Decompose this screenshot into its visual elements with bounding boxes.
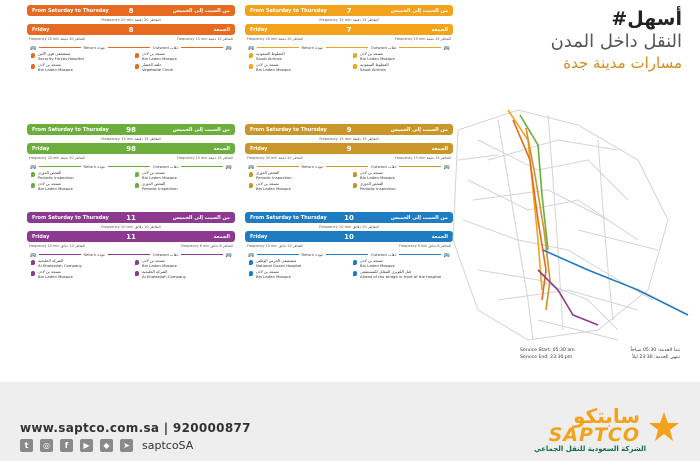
stop-name-ar: مسجد بن لادن xyxy=(38,181,61,187)
logo-arabic-text: سابتكو xyxy=(572,404,640,428)
bus-icon: 🚌 xyxy=(30,163,37,170)
weekday-frequency: Frequency 15 min التقاطر 15 دقيقة xyxy=(319,18,379,22)
stop-name-ar: مسجد بن لادن xyxy=(256,62,279,68)
stop-name-en: Vegetable Circle xyxy=(142,66,173,72)
weekday-header xyxy=(245,5,453,16)
weekday-label-en: From Saturday to Thursday xyxy=(32,126,109,133)
weekday-frequency: Frequency 15 min التقاطر 15 دقيقة xyxy=(101,137,161,141)
stop-name-en: Periodic Inspection xyxy=(256,174,292,180)
location-pin-icon xyxy=(135,53,139,58)
location-pin-icon xyxy=(353,260,357,265)
footer xyxy=(0,382,700,461)
stop-name xyxy=(142,182,178,191)
friday-label-en: Friday xyxy=(250,233,268,240)
stop-name-en: Bin Laden Mosque xyxy=(38,66,73,72)
outward-label: Outward ذهاب xyxy=(152,252,179,257)
outward-label: Outward ذهاب xyxy=(370,45,397,50)
route-number: 7 xyxy=(346,6,352,15)
headline-subtitle: النقل داخل المدن xyxy=(550,31,682,52)
return-label: Return عودة xyxy=(301,252,324,257)
location-pin-icon xyxy=(31,271,35,276)
stop-name xyxy=(142,259,177,268)
arrow-line xyxy=(108,166,149,167)
friday-frequency-left: Frequency 20 min التقاطر 20 دقيقة xyxy=(29,37,85,41)
location-pin-icon xyxy=(135,271,139,276)
stop-name-en: Bin Laden Mosque xyxy=(360,174,395,180)
friday-header xyxy=(27,143,235,154)
outward-stops xyxy=(135,171,231,193)
friday-label-en: Friday xyxy=(32,145,50,152)
stop-name-ar: مسجد بن لادن xyxy=(256,269,279,275)
stop-name-ar: الخطوط السعودية xyxy=(360,62,389,68)
arrow-line xyxy=(181,166,222,167)
stop-item xyxy=(353,182,449,191)
stop-item xyxy=(249,52,345,61)
stop-item xyxy=(31,52,127,61)
friday-label-ar: الجمعة xyxy=(431,145,448,152)
bus-icon: 🚌 xyxy=(248,44,255,51)
location-pin-icon xyxy=(249,183,253,188)
friday-frequency-left: Frequency 20 min التقاطر 20 دقيقة xyxy=(247,37,303,41)
friday-frequency-row xyxy=(245,242,453,250)
return-label: Return عودة xyxy=(83,252,106,257)
stop-name-en: Bin Laden Mosque xyxy=(38,185,73,191)
route-number: 98 xyxy=(126,125,136,134)
route-number: 98 xyxy=(126,144,136,153)
stop-name xyxy=(256,259,301,268)
location-pin-icon xyxy=(31,183,35,188)
social-handle[interactable]: saptcoSA xyxy=(142,439,194,452)
stop-item xyxy=(249,270,345,279)
bus-icon: 🚌 xyxy=(30,44,37,51)
stops-list xyxy=(245,171,453,193)
friday-header xyxy=(245,24,453,35)
friday-label-ar: الجمعة xyxy=(213,145,230,152)
instagram-icon[interactable]: ◎ xyxy=(40,439,53,452)
stop-name xyxy=(38,270,73,279)
weekday-header xyxy=(27,5,235,16)
logo-english-text: SAPTCO xyxy=(548,424,640,446)
bus-icon: 🚌 xyxy=(225,251,233,258)
stop-name xyxy=(360,259,395,268)
stop-name-ar: الفحص الدوري xyxy=(38,170,62,175)
friday-frequency-row xyxy=(245,35,453,43)
stop-item xyxy=(249,63,345,72)
stop-item xyxy=(31,270,127,279)
arrow-line xyxy=(257,47,298,48)
headline-city: مسارات مدينة جدة xyxy=(563,54,682,72)
friday-label-en: Friday xyxy=(32,26,50,33)
route-map xyxy=(438,100,700,350)
weekday-header xyxy=(27,124,235,135)
stop-name-ar: الخطوط السعودية xyxy=(256,51,285,56)
facebook-icon[interactable]: f xyxy=(60,439,73,452)
stop-name-en: Bin Laden Mosque xyxy=(256,185,291,191)
outward-label: Outward ذهاب xyxy=(152,164,179,169)
stop-name-en: Bin Laden Mosque xyxy=(256,66,291,72)
bus-icon: 🚌 xyxy=(443,163,451,170)
stop-name xyxy=(360,182,396,191)
location-pin-icon xyxy=(135,260,139,265)
stop-name-en: Bin Laden Mosque xyxy=(360,262,395,268)
stop-name-ar: مسجد بن لادن xyxy=(142,51,165,56)
bus-icon: 🚌 xyxy=(443,251,451,258)
service-end-en: Service End: 23:30 pm xyxy=(520,355,573,360)
arrow-line xyxy=(181,254,222,255)
arrow-line xyxy=(257,166,298,167)
friday-label-en: Friday xyxy=(250,26,268,33)
return-label: Return عودة xyxy=(301,164,324,169)
stop-name xyxy=(38,259,82,268)
stop-name-ar: مسجد بن لادن xyxy=(38,269,61,275)
stop-item xyxy=(249,182,345,191)
stop-name-en: Al Khaleejiah Company xyxy=(38,262,82,268)
friday-frequency-row xyxy=(27,154,235,162)
map-route-7 xyxy=(508,110,542,290)
stops-list xyxy=(245,259,453,281)
arrow-line xyxy=(39,254,80,255)
friday-label-ar: الجمعة xyxy=(213,26,230,33)
friday-frequency-right: Frequency 8 min التقاطر 8 دقائق xyxy=(181,244,233,248)
weekday-label-ar: من السبت إلى الخميس xyxy=(172,7,230,14)
friday-frequency-row xyxy=(27,35,235,43)
arrow-line xyxy=(326,254,367,255)
bus-icon: 🚌 xyxy=(30,251,37,258)
logo-subtitle: الشركة السعودية للنقل الجماعي xyxy=(534,445,646,453)
stop-name-en: Periodic Inspection xyxy=(38,174,74,180)
stop-name xyxy=(38,171,74,180)
friday-label-en: Friday xyxy=(250,145,268,152)
stops-list xyxy=(27,52,235,74)
stop-name-en: National Guard Hospital xyxy=(256,262,302,268)
friday-frequency-right: Frequency 15 min التقاطر 15 دقيقة xyxy=(177,156,233,160)
hashtag-title: #أسهل xyxy=(611,8,682,30)
stop-name-ar: قبل الكوبري المقابل للمستشفى xyxy=(360,269,411,275)
route-number: 9 xyxy=(346,125,352,134)
arrow-line xyxy=(181,47,222,48)
arrow-line xyxy=(399,254,440,255)
return-stops xyxy=(249,259,345,281)
friday-header xyxy=(27,24,235,35)
friday-label-ar: الجمعة xyxy=(431,26,448,33)
location-pin-icon xyxy=(31,53,35,58)
stop-item xyxy=(249,259,345,268)
stop-item xyxy=(31,182,127,191)
friday-frequency-right: Frequency 15 min التقاطر 15 دقيقة xyxy=(177,37,233,41)
route-card-9 xyxy=(245,124,453,193)
outward-label: Outward ذهاب xyxy=(152,45,179,50)
star-logo-icon xyxy=(648,410,680,446)
stop-name-ar: مسجد بن لادن xyxy=(360,258,383,263)
stops-list xyxy=(27,259,235,281)
return-label: Return عودة xyxy=(83,45,106,50)
route-number: 7 xyxy=(346,25,352,34)
bus-icon: 🚌 xyxy=(443,44,451,51)
arrow-line xyxy=(326,47,367,48)
location-pin-icon xyxy=(353,172,357,177)
bus-icon: 🚌 xyxy=(225,163,233,170)
twitter-icon[interactable]: t xyxy=(20,439,33,452)
arrow-line xyxy=(108,47,149,48)
stop-name-ar: مسجد بن لادن xyxy=(142,258,165,263)
stop-item xyxy=(135,171,231,180)
stop-item xyxy=(31,259,127,268)
stop-name xyxy=(38,63,73,72)
weekday-label-en: From Saturday to Thursday xyxy=(250,126,327,133)
location-pin-icon xyxy=(249,172,253,177)
stop-name-ar: مسجد بن لادن xyxy=(360,51,383,56)
arrow-line xyxy=(39,47,80,48)
location-pin-icon xyxy=(31,172,35,177)
weekday-label-en: From Saturday to Thursday xyxy=(32,214,109,221)
service-end-ar: تنتهي الخدمة: 23:30 ليلاً xyxy=(632,355,680,360)
stop-item xyxy=(353,63,449,72)
weekday-header xyxy=(27,212,235,223)
snapchat-icon[interactable]: ◆ xyxy=(100,439,113,452)
friday-frequency-left: Frequency 10 min التقاطر 10 دقائق xyxy=(29,244,86,248)
stop-item xyxy=(135,259,231,268)
route-number: 9 xyxy=(346,144,352,153)
stop-item xyxy=(135,52,231,61)
weekday-label-en: From Saturday to Thursday xyxy=(32,7,109,14)
stop-name-ar: مسجد بن لادن xyxy=(142,170,165,175)
arrow-line xyxy=(257,254,298,255)
stop-name xyxy=(38,182,73,191)
arrow-line xyxy=(399,166,440,167)
telegram-icon[interactable]: ➤ xyxy=(120,439,133,452)
weekday-frequency: Frequency 10 min التقاطر 10 دقائق xyxy=(101,225,161,229)
friday-label-ar: الجمعة xyxy=(431,233,448,240)
weekday-frequency: Frequency 10 min التقاطر 10 دقائق xyxy=(319,225,379,229)
route-number: 11 xyxy=(126,232,136,241)
stop-name-ar: مسجد بن لادن xyxy=(256,181,279,187)
stop-name xyxy=(142,270,186,279)
stop-name-ar: مستشفى قوى الأمن xyxy=(38,51,71,56)
outward-label: Outward ذهاب xyxy=(370,252,397,257)
stop-name-en: Ahead of the bridge in front of the hospital xyxy=(360,273,442,279)
stop-name-ar: الشركة الخليجية xyxy=(142,269,168,275)
location-pin-icon xyxy=(135,64,139,69)
bus-icon: 🚌 xyxy=(225,44,233,51)
location-pin-icon xyxy=(249,64,253,69)
stop-name xyxy=(142,52,177,61)
outward-stops xyxy=(353,52,449,74)
stop-name-ar: مسجد بن لادن xyxy=(38,62,61,68)
weekday-header xyxy=(245,124,453,135)
service-start-en: Service Start: 05:30 am xyxy=(520,348,575,353)
location-pin-icon xyxy=(353,64,357,69)
outward-stops xyxy=(353,171,449,193)
outward-stops xyxy=(353,259,449,281)
outward-stops xyxy=(135,52,231,74)
return-label: Return عودة xyxy=(301,45,324,50)
friday-frequency-row xyxy=(27,242,235,250)
weekday-label-ar: من السبت إلى الخميس xyxy=(172,214,230,221)
return-stops xyxy=(31,259,127,281)
stop-name-ar: الفحص الدوري xyxy=(360,181,384,187)
route-card-7 xyxy=(245,5,453,74)
weekday-label-ar: من السبت إلى الخميس xyxy=(390,214,448,221)
weekday-label-ar: من السبت إلى الخميس xyxy=(390,7,448,14)
route-number: 10 xyxy=(344,232,354,241)
map-route-10 xyxy=(543,250,688,315)
stop-name-en: Saudi Airlines xyxy=(256,55,282,61)
stop-item xyxy=(31,171,127,180)
return-stops xyxy=(31,52,127,74)
weekday-label-en: From Saturday to Thursday xyxy=(250,214,327,221)
stop-name xyxy=(360,63,389,72)
stop-name-en: Bin Laden Mosque xyxy=(142,262,177,268)
friday-frequency-left: Frequency 10 min التقاطر 10 دقائق xyxy=(247,244,304,248)
headline xyxy=(551,8,682,72)
stop-name-en: Periodic Inspection xyxy=(360,185,396,191)
stop-item xyxy=(135,63,231,72)
stops-list xyxy=(245,52,453,74)
stop-name-ar: الشركة الخليجية xyxy=(38,258,64,263)
arrow-line xyxy=(108,254,149,255)
location-pin-icon xyxy=(249,271,253,276)
stop-name-en: Bin Laden Mosque xyxy=(38,273,73,279)
location-pin-icon xyxy=(353,53,357,58)
weekday-label-en: From Saturday to Thursday xyxy=(250,7,327,14)
location-pin-icon xyxy=(135,183,139,188)
route-number: 8 xyxy=(128,25,134,34)
stop-name xyxy=(142,63,173,72)
friday-frequency-row xyxy=(245,154,453,162)
outward-label: Outward ذهاب xyxy=(370,164,397,169)
arrow-line xyxy=(39,166,80,167)
youtube-icon[interactable]: ▶ xyxy=(80,439,93,452)
location-pin-icon xyxy=(31,64,35,69)
friday-frequency-left: Frequency 20 min التقاطر 20 دقيقة xyxy=(29,156,85,160)
stop-name-en: Bin Laden Mosque xyxy=(142,174,177,180)
weekday-frequency: Frequency 20 min التقاطر 20 دقيقة xyxy=(101,18,161,22)
stop-name xyxy=(256,63,291,72)
stop-name xyxy=(256,52,285,61)
service-hours xyxy=(520,348,680,362)
stop-item xyxy=(135,270,231,279)
stop-name-en: Periodic Inspection xyxy=(142,185,178,191)
stop-name-en: Al Khaleejiah Company xyxy=(142,273,186,279)
stop-name xyxy=(360,52,395,61)
friday-frequency-left: Frequency 20 min التقاطر 20 دقيقة xyxy=(247,156,303,160)
stop-item xyxy=(353,270,449,279)
stop-name xyxy=(38,52,84,61)
stop-item xyxy=(353,52,449,61)
arrow-line xyxy=(399,47,440,48)
location-pin-icon xyxy=(135,172,139,177)
stop-name-en: Bin Laden Mosque xyxy=(360,55,395,61)
route-number: 8 xyxy=(128,6,134,15)
weekday-label-ar: من السبت إلى الخميس xyxy=(172,126,230,133)
stop-name-ar: مسجد بن لادن xyxy=(360,170,383,175)
return-stops xyxy=(249,52,345,74)
route-number: 11 xyxy=(126,213,136,222)
stop-name-en: Saudi Airlines xyxy=(360,66,386,72)
weekday-header xyxy=(245,212,453,223)
return-label: Return عودة xyxy=(83,164,106,169)
service-start-ar: تبدأ الخدمة: 05:30 صباحاً xyxy=(630,348,680,353)
location-pin-icon xyxy=(353,183,357,188)
stop-name xyxy=(256,171,292,180)
stop-item xyxy=(249,171,345,180)
route-card-10 xyxy=(245,212,453,281)
route-card-11 xyxy=(27,212,235,281)
saptco-logo xyxy=(502,404,680,454)
location-pin-icon xyxy=(249,260,253,265)
stops-list xyxy=(27,171,235,193)
location-pin-icon xyxy=(249,53,253,58)
stop-name-ar: الفحص الدوري xyxy=(142,181,166,187)
stop-item xyxy=(353,259,449,268)
return-stops xyxy=(249,171,345,193)
return-stops xyxy=(31,171,127,193)
outward-stops xyxy=(135,259,231,281)
stop-item xyxy=(135,182,231,191)
arrow-line xyxy=(326,166,367,167)
weekday-label-ar: من السبت إلى الخميس xyxy=(390,126,448,133)
stop-name-en: Bin Laden Mosque xyxy=(256,273,291,279)
stop-name xyxy=(142,171,177,180)
stop-name xyxy=(256,182,291,191)
stop-name-en: Bin Laden Mosque xyxy=(142,55,177,61)
stop-item xyxy=(31,63,127,72)
friday-label-en: Friday xyxy=(32,233,50,240)
location-pin-icon xyxy=(31,260,35,265)
weekday-frequency: Frequency 15 min التقاطر 15 دقيقة xyxy=(319,137,379,141)
friday-frequency-right: Frequency 15 min التقاطر 15 دقيقة xyxy=(395,156,451,160)
route-card-8 xyxy=(27,5,235,74)
friday-frequency-right: Frequency 8 min التقاطر 8 دقائق xyxy=(399,244,451,248)
stop-name-ar: حلقة الخضار xyxy=(142,62,162,68)
friday-label-ar: الجمعة xyxy=(213,233,230,240)
stop-name xyxy=(360,270,441,279)
route-number: 10 xyxy=(344,213,354,222)
route-card-98 xyxy=(27,124,235,193)
bus-icon: 🚌 xyxy=(248,163,255,170)
stop-name-en: Security Forces Hospital xyxy=(38,55,84,61)
contact-info[interactable]: www.saptco.com.sa | 920000877 xyxy=(20,421,251,435)
stop-name xyxy=(360,171,395,180)
friday-header xyxy=(245,231,453,242)
friday-frequency-right: Frequency 15 min التقاطر 15 دقيقة xyxy=(395,37,451,41)
stop-item xyxy=(353,171,449,180)
location-pin-icon xyxy=(353,271,357,276)
stop-name-ar: مستشفى الحرس الوطني xyxy=(256,258,297,263)
bus-icon: 🚌 xyxy=(248,251,255,258)
friday-header xyxy=(245,143,453,154)
social-links xyxy=(20,439,193,452)
stop-name-ar: الفحص الدوري xyxy=(256,170,280,175)
friday-header xyxy=(27,231,235,242)
stop-name xyxy=(256,270,291,279)
